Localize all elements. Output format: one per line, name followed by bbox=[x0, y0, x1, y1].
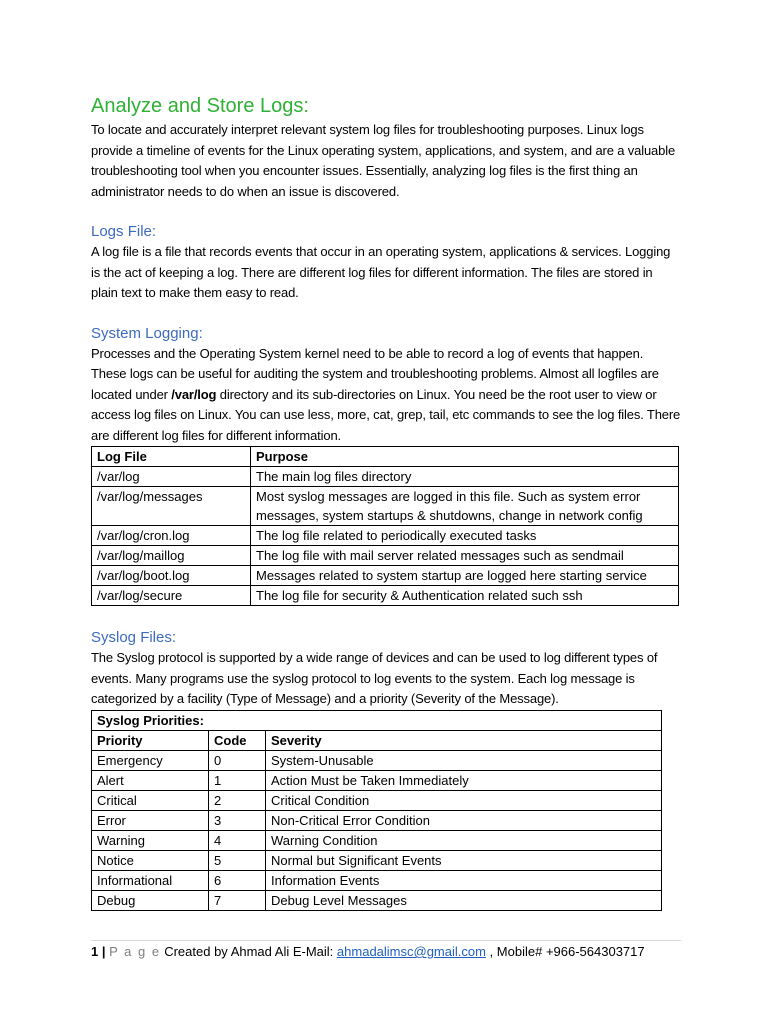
purpose-cell: The main log files directory bbox=[251, 467, 679, 487]
priority-cell: Error bbox=[92, 810, 209, 830]
log-files-table bbox=[91, 446, 679, 606]
log-file-cell: /var/log/messages bbox=[92, 487, 251, 526]
var-log-path: /var/log bbox=[171, 386, 217, 402]
severity-cell: Action Must be Taken Immediately bbox=[266, 770, 662, 790]
table-row bbox=[92, 890, 662, 910]
table-header-severity: Severity bbox=[266, 730, 662, 750]
code-cell: 5 bbox=[209, 850, 266, 870]
code-cell: 2 bbox=[209, 790, 266, 810]
purpose-cell: The log file for security & Authentication related such ssh bbox=[251, 586, 679, 606]
page-footer bbox=[91, 940, 681, 961]
table-row bbox=[92, 566, 679, 586]
severity-cell: Non-Critical Error Condition bbox=[266, 810, 662, 830]
table-row bbox=[92, 770, 662, 790]
code-cell: 1 bbox=[209, 770, 266, 790]
table-row bbox=[92, 586, 679, 606]
table-row bbox=[92, 467, 679, 487]
log-file-cell: /var/log bbox=[92, 467, 251, 487]
purpose-cell: Most syslog messages are logged in this file. Such as system error messages, system startups & shutdowns, change in network config bbox=[251, 487, 679, 526]
email-link[interactable]: ahmadalimsc@gmail.com bbox=[336, 944, 486, 959]
syslog-files-heading: Syslog Files: bbox=[91, 629, 177, 646]
table-header-priority: Priority bbox=[92, 730, 209, 750]
table-row bbox=[92, 850, 662, 870]
severity-cell: Critical Condition bbox=[266, 790, 662, 810]
code-cell: 3 bbox=[209, 810, 266, 830]
syslog-files-paragraph: The Syslog protocol is supported by a wide range of devices and can be used to log different types of events. Many programs use the syslog protocol to log events to the system. Each log message is categorized by a facility (Type of Message) and a priority (Severity of the Message). bbox=[91, 650, 658, 706]
log-file-cell: /var/log/boot.log bbox=[92, 566, 251, 586]
table-row bbox=[92, 830, 662, 850]
severity-cell: System-Unusable bbox=[266, 750, 662, 770]
page-title: Analyze and Store Logs: bbox=[91, 95, 309, 117]
purpose-cell: The log file related to periodically executed tasks bbox=[251, 526, 679, 546]
syslog-priorities-caption: Syslog Priorities: bbox=[92, 710, 662, 730]
severity-cell: Warning Condition bbox=[266, 830, 662, 850]
table-row bbox=[92, 790, 662, 810]
table-row bbox=[92, 487, 679, 526]
system-logging-paragraph bbox=[91, 344, 681, 447]
log-file-cell: /var/log/secure bbox=[92, 586, 251, 606]
code-cell: 4 bbox=[209, 830, 266, 850]
document-page bbox=[91, 92, 681, 911]
priority-cell: Informational bbox=[92, 870, 209, 890]
system-logging-text-2: directory and its sub-directories on Linux. You need be the root user to view or access log files on Linux. You can use less, more, cat, grep, tail, etc commands to see the log files. There are different log files for different information. bbox=[91, 386, 681, 443]
table-header-purpose: Purpose bbox=[251, 447, 679, 467]
table-header-log-file: Log File bbox=[92, 447, 251, 467]
code-cell: 0 bbox=[209, 750, 266, 770]
logs-file-heading: Logs File: bbox=[91, 223, 157, 240]
purpose-cell: The log file with mail server related messages such as sendmail bbox=[251, 546, 679, 566]
log-file-cell: /var/log/maillog bbox=[92, 546, 251, 566]
page-number: 1 bbox=[91, 944, 99, 959]
purpose-cell: Messages related to system startup are logged here starting service bbox=[251, 566, 679, 586]
footer-created-by: Created by Ahmad Ali E-Mail: bbox=[164, 944, 334, 959]
log-file-cell: /var/log/cron.log bbox=[92, 526, 251, 546]
code-cell: 7 bbox=[209, 890, 266, 910]
table-row bbox=[92, 546, 679, 566]
priority-cell: Critical bbox=[92, 790, 209, 810]
table-header-row bbox=[92, 447, 679, 467]
severity-cell: Information Events bbox=[266, 870, 662, 890]
table-row bbox=[92, 870, 662, 890]
table-row bbox=[92, 810, 662, 830]
logs-file-paragraph: A log file is a file that records events that occur in an operating system, applications & services. Logging is the act of keeping a log. There are different log files for different information. The files are stored in plain text to make them easy to read. bbox=[91, 244, 671, 300]
page-label: P a g e bbox=[109, 944, 161, 959]
severity-cell: Debug Level Messages bbox=[266, 890, 662, 910]
table-row bbox=[92, 750, 662, 770]
priority-cell: Alert bbox=[92, 770, 209, 790]
priority-cell: Emergency bbox=[92, 750, 209, 770]
table-row bbox=[92, 526, 679, 546]
table-caption-row bbox=[92, 710, 662, 730]
system-logging-text-1: Processes and the Operating System kernel need to be able to record a log of events that happen. These logs can be useful for auditing the system and troubleshooting problems. Almost all logfiles are located under bbox=[91, 345, 659, 402]
priority-cell: Debug bbox=[92, 890, 209, 910]
footer-separator: | bbox=[101, 944, 106, 959]
syslog-priorities-table bbox=[91, 710, 662, 911]
priority-cell: Notice bbox=[92, 850, 209, 870]
code-cell: 6 bbox=[209, 870, 266, 890]
severity-cell: Normal but Significant Events bbox=[266, 850, 662, 870]
system-logging-heading: System Logging: bbox=[91, 324, 203, 342]
footer-mobile: , Mobile# +966-564303717 bbox=[489, 944, 645, 959]
table-header-row bbox=[92, 730, 662, 750]
intro-paragraph: To locate and accurately interpret relevant system log files for troubleshooting purposes. Linux logs provide a timeline of events for the Linux operating system, applications, and system, and are a valuable troubleshooting tool when you encounter issues. Essentially, analyzing log files is the first thing an administrator needs to do when an issue is discovered. bbox=[91, 122, 676, 199]
priority-cell: Warning bbox=[92, 830, 209, 850]
table-header-code: Code bbox=[209, 730, 266, 750]
